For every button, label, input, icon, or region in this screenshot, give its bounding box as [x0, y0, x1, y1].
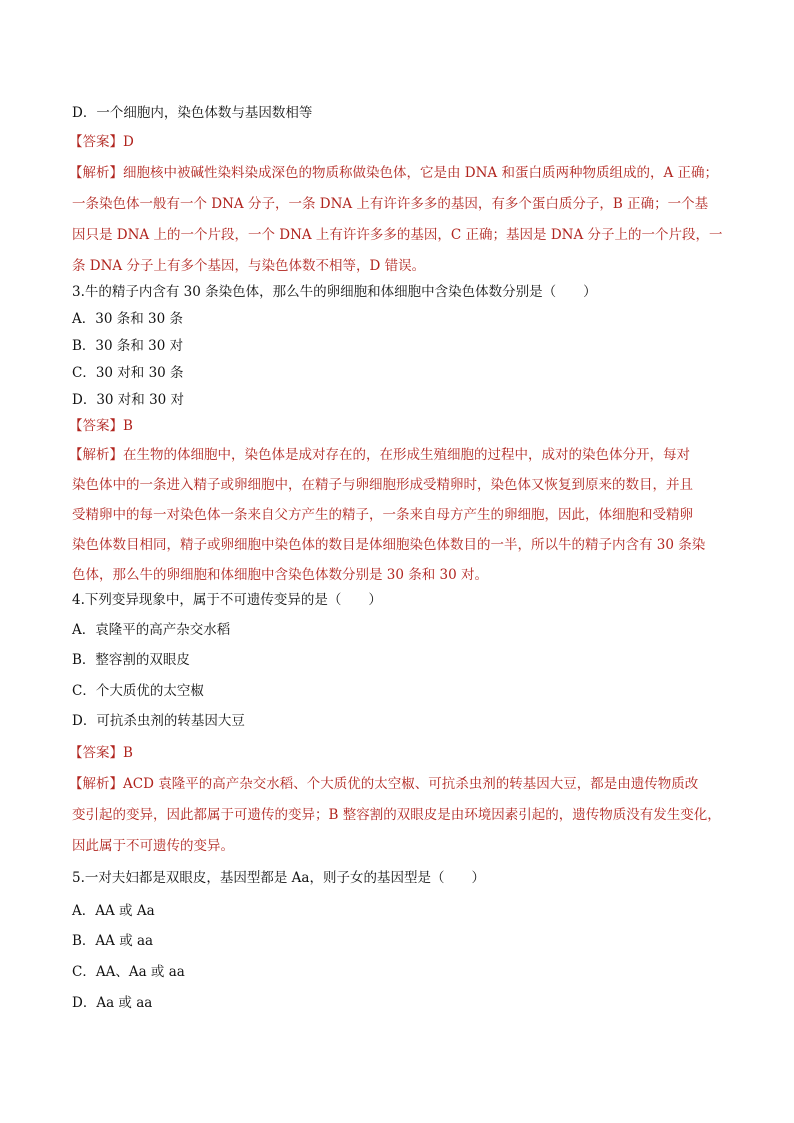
- q4-option-a: A．袁隆平的高产杂交水稻: [72, 622, 231, 638]
- q5-option-b: B．AA 或 aa: [72, 933, 154, 949]
- analysis-tag: 【解析】: [69, 776, 123, 792]
- answer-tag: 【答案】: [69, 418, 123, 434]
- q4-answer: [0, 743, 794, 763]
- q3-option-d: D．30 对和 30 对: [72, 392, 185, 408]
- q3-option-a: A．30 条和 30 条: [72, 311, 183, 327]
- q2-answer: [0, 132, 794, 152]
- q4-option-c: C．个大质优的太空椒: [72, 683, 204, 699]
- q3-option-b: B．30 条和 30 对: [72, 338, 184, 354]
- q4-stem: 4.下列变异现象中，属于不可遗传变异的是（ ）: [72, 592, 382, 608]
- q2-analysis-line-2: 一条染色体一般有一个 DNA 分子，一条 DNA 上有许许多多的基因，有多个蛋白质分子，B 正确；一个基: [72, 196, 709, 212]
- q3-analysis-line-1: 【解析】在生物的体细胞中，染色体是成对存在的，在形成生殖细胞的过程中，成对的染色体分开，每对: [69, 447, 690, 463]
- q4-analysis-line-1: 【解析】ACD 袁隆平的高产杂交水稻、个大质优的太空椒、可抗杀虫剂的转基因大豆，都是由遗传物质改: [69, 776, 699, 792]
- answer-tag: 【答案】: [69, 745, 123, 761]
- q2-analysis-line-3: 因只是 DNA 上的一个片段，一个 DNA 上有许许多多的基因，C 正确；基因是 DNA 分子上的一个片段，一: [72, 227, 723, 243]
- q3-analysis-line-5: 色体，那么牛的卵细胞和体细胞中含染色体数分别是 30 条和 30 对。: [72, 567, 489, 583]
- q2-analysis-line-4: 条 DNA 分子上有多个基因，与染色体数不相等，D 错误。: [72, 258, 426, 274]
- q4-option-d: D．可抗杀虫剂的转基因大豆: [72, 713, 245, 729]
- q2-option-d: D．一个细胞内，染色体数与基因数相等: [72, 105, 313, 121]
- q3-analysis-line-2: 染色体中的一条进入精子或卵细胞中，在精子与卵细胞形成受精卵时，染色体又恢复到原来的数目，并且: [72, 477, 693, 493]
- q3-analysis-line-3: 受精卵中的每一对染色体一条来自父方产生的精子，一条来自母方产生的卵细胞，因此，体细胞和受精卵: [72, 507, 693, 523]
- q5-option-d: D．Aa 或 aa: [72, 995, 153, 1011]
- q3-stem: 3.牛的精子内含有 30 条染色体，那么牛的卵细胞和体细胞中含染色体数分别是（ ）: [72, 284, 597, 300]
- q3-option-c: C．30 对和 30 条: [72, 365, 184, 381]
- q5-option-c: C．AA、Aa 或 aa: [72, 964, 185, 980]
- q3-analysis-line-4: 染色体数目相同，精子或卵细胞中染色体的数目是体细胞染色体数目的一半，所以牛的精子内含有 30 条染: [72, 537, 706, 553]
- q2-analysis-line-1: 【解析】细胞核中被碱性染料染成深色的物质称做染色体，它是由 DNA 和蛋白质两种物质组成的，A 正确；: [69, 165, 719, 181]
- q4-analysis-line-2: 变引起的变异，因此都属于可遗传的变异；B 整容割的双眼皮是由环境因素引起的，遗传物质没有发生变化，: [72, 807, 721, 823]
- analysis-tag: 【解析】: [69, 447, 123, 463]
- q4-analysis-line-3: 因此属于不可遗传的变异。: [72, 838, 234, 854]
- answer-value: B: [123, 745, 133, 761]
- q5-option-a: A．AA 或 Aa: [72, 903, 155, 919]
- analysis-tag: 【解析】: [69, 165, 123, 181]
- q3-answer: [0, 416, 794, 436]
- answer-tag: 【答案】: [69, 134, 123, 150]
- answer-value: B: [123, 418, 133, 434]
- q5-stem: 5.一对夫妇都是双眼皮，基因型都是 Aa，则子女的基因型是（ ）: [72, 870, 485, 886]
- answer-value: D: [123, 134, 134, 150]
- q4-option-b: B．整容割的双眼皮: [72, 652, 190, 668]
